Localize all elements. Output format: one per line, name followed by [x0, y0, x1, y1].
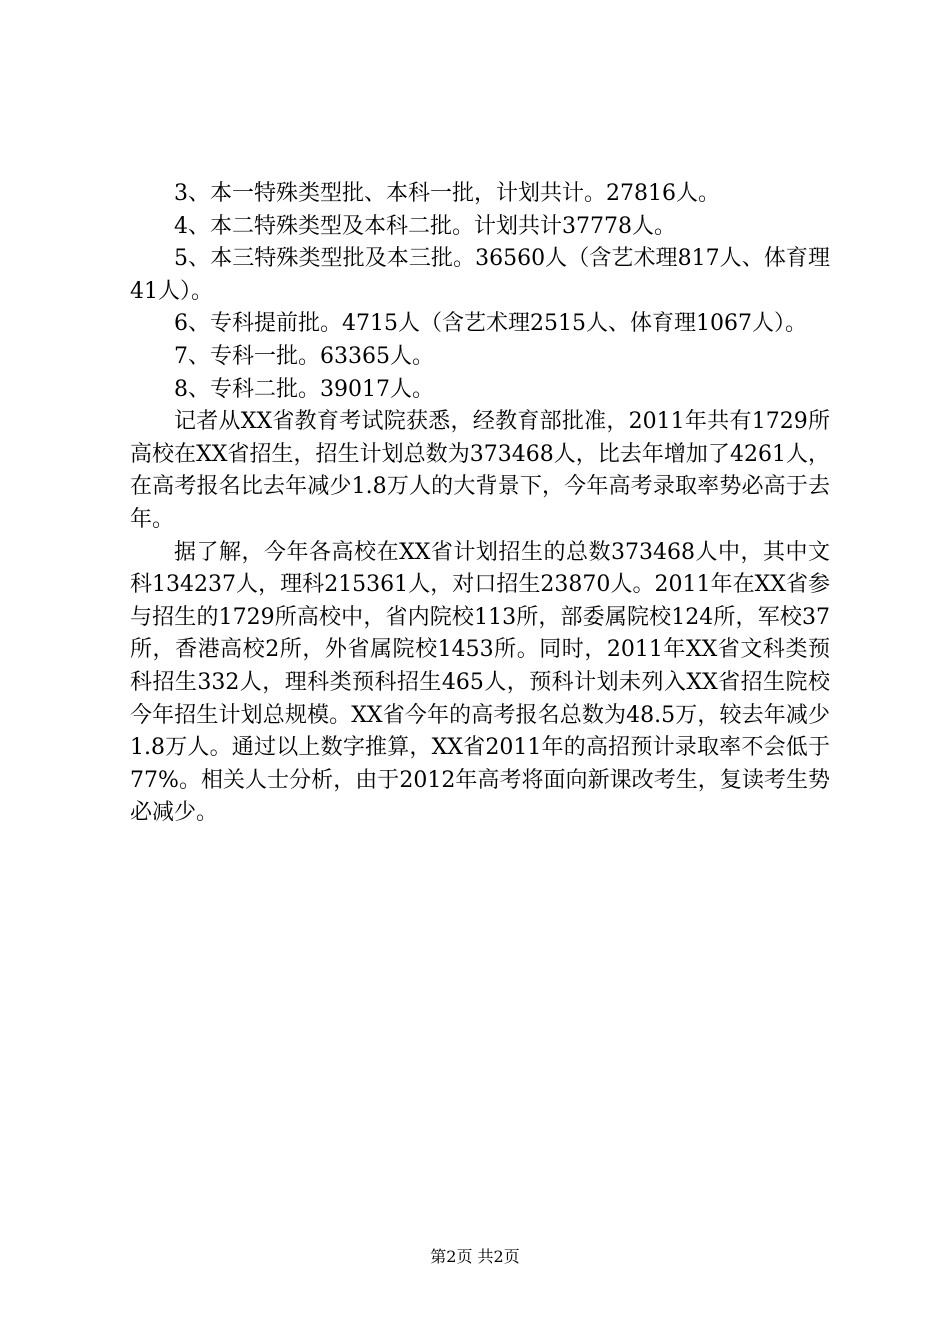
- paragraph-item-3: 3、本一特殊类型批、本科一批，计划共计。27816人。: [174, 181, 720, 206]
- paragraph-item-4: 4、本二特殊类型及本科二批。计划共计37778人。: [174, 213, 676, 239]
- document-body: [130, 178, 830, 830]
- paragraph-details: 据了解，今年各高校在XX省计划招生的总数373468人中，其中文科134237人，理科215361人，对口招生23870人。2011年在XX省参与招生的1729所高校中，省内院校113所，部委属院校124所，军校37所，香港高校2所，外省属院校1453所。同时，2011年XX省文科类预科招生332人，理科类预科招生465人，预科计划未列入XX省招生院校今年招生计划总规模。XX省今年的高考报名总数为48.5万，较去年减少1.8万人。通过以上数字推算，XX省2011年的高招预计录取率不会低于77%。相关人士分析，由于2012年高考将面向新课改考生，复读考生势必减少。: [130, 539, 830, 826]
- page-footer: 第2页 共2页: [430, 1247, 520, 1266]
- paragraph-item-8: 8、专科二批。39017人。: [174, 376, 434, 402]
- paragraph-report: 记者从XX省教育考试院获悉，经教育部批准，2011年共有1729所高校在XX省招生，招生计划总数为373468人，比去年增加了4261人，在高考报名比去年减少1.8万人的大背景下，今年高考录取率势必高于去年。: [130, 409, 830, 532]
- paragraph-item-5: 5、本三特殊类型批及本三批。36560人（含艺术理817人、体育理41人）。: [130, 246, 830, 304]
- paragraph-item-7: 7、专科一批。63365人。: [174, 343, 434, 369]
- paragraph-item-6: 6、专科提前批。4715人（含艺术理2515人、体育理1067人）。: [174, 311, 807, 337]
